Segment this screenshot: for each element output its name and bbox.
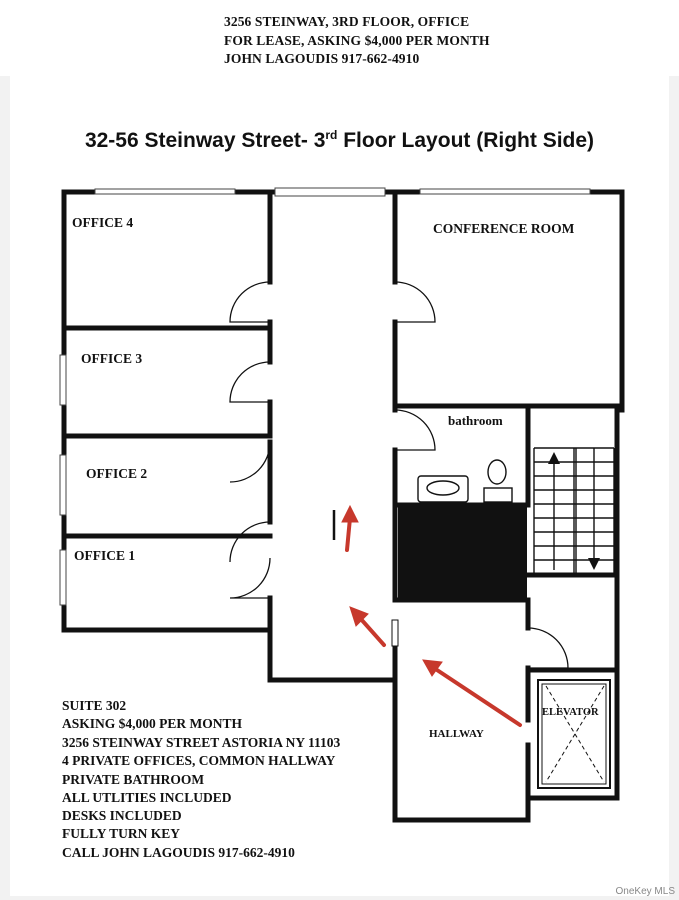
bathroom-fixtures <box>418 460 512 502</box>
stairs-down-arrow <box>588 558 600 570</box>
door-swings <box>230 282 568 668</box>
shaft-block <box>398 507 527 599</box>
detail-line-9: CALL JOHN LAGOUDIS 917-662-4910 <box>62 845 295 860</box>
room-label-bathroom: bathroom <box>448 413 503 428</box>
mls-watermark: OneKey MLS <box>615 886 675 897</box>
header-line-2: FOR LEASE, ASKING $4,000 PER MONTH <box>224 33 490 48</box>
detail-line-7: DESKS INCLUDED <box>62 808 182 823</box>
room-label-hallway: HALLWAY <box>429 728 484 740</box>
elevator-car <box>538 680 610 788</box>
floor-plan-title: 32-56 Steinway Street- 3rd Floor Layout (Right Side) <box>84 128 595 152</box>
stairs-up-arrow <box>548 452 560 464</box>
room-label-office-1: OFFICE 1 <box>74 548 136 563</box>
detail-line-4: 4 PRIVATE OFFICES, COMMON HALLWAY <box>62 753 336 768</box>
header-line-1: 3256 STEINWAY, 3RD FLOOR, OFFICE <box>224 14 470 29</box>
room-label-office-4: OFFICE 4 <box>72 215 134 230</box>
detail-line-5: PRIVATE BATHROOM <box>62 772 205 787</box>
detail-line-6: ALL UTLITIES INCLUDED <box>62 790 232 805</box>
detail-line-3: 3256 STEINWAY STREET ASTORIA NY 11103 <box>62 735 341 750</box>
room-label-office-3: OFFICE 3 <box>81 351 143 366</box>
room-label-office-2: OFFICE 2 <box>86 466 148 481</box>
room-label-conference: CONFERENCE ROOM <box>433 221 575 236</box>
header-line-3: JOHN LAGOUDIS 917-662-4910 <box>224 51 420 66</box>
stairs <box>534 448 614 575</box>
detail-line-8: FULLY TURN KEY <box>62 826 181 841</box>
detail-line-2: ASKING $4,000 PER MONTH <box>62 716 243 731</box>
detail-line-1: SUITE 302 <box>62 698 127 713</box>
room-label-elevator: ELEVATOR <box>542 707 599 718</box>
